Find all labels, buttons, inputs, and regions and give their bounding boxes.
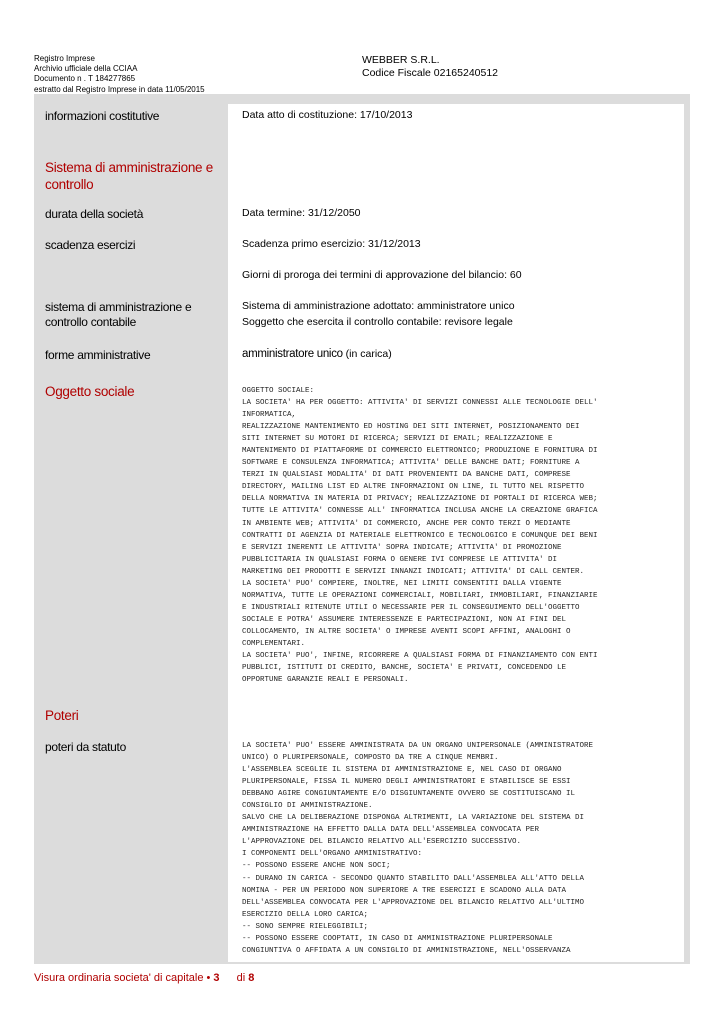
- footer-title: Visura ordinaria societa' di capitale: [34, 972, 204, 984]
- poteri-statuto-text: LA SOCIETA' PUO' ESSERE AMMINISTRATA DA UN ORGANO UNIPERSONALE (AMMINISTRATORE UNICO) O PLURIPERSONALE, COMPOSTO DA TRE A CINQUE MEMBRI. L'ASSEMBLEA SCEGLIE IL SISTEMA DI AMMINISTRAZIONE E, NEL CASO DI ORGANO PLURIPERSONALE, FISSA IL NUMERO DEGLI AMMINISTRATORI E STABILISCE SE ESSI DEBBANO AGIRE CONGIUNTAMENTE E/O DISGIUNTAMENTE OVVERO SE COSTITUISCANO IL CONSIGLIO DI AMMINISTRAZIONE. SALVO CHE LA DELIBERAZIONE DISPONGA ALTRIMENTI, LA VARIAZIONE DEL SISTEMA DI AMMINISTRAZIONE HA EFFETTO DALLA DATA DELL'ASSEMBLEA CONVOCATA PER L'APPROVAZIONE DEL BILANCIO RELATIVO ALL'ESERCIZIO SUCCESSIVO. I COMPONENTI DELL'ORGANO AMMINISTRATIVO: -- POSSONO ESSERE ANCHE NON SOCI; -- DURANO IN CARICA - SECONDO QUANTO STABILITO DALL'ASSEMBLEA ALL'ATTO DELLA NOMINA - PER UN PERIODO NON SUPERIORE A TRE ESERCIZI E SCADONO ALLA DATA DELL'ASSEMBLEA CONVOCATA PER L'APPROVAZIONE DEL BILANCIO RELATIVO ALL'ULTIMO ESERCIZIO DELLA LORO CARICA; -- SONO SEMPRE RIELEGGIBILI; -- POSSONO ESSERE COOPTATI, IN CASO DI AMMINISTRAZIONE PLURIPERSONALE CONGIUNTIVA O AFFIDATA A UN CONSIGLIO DI AMMINISTRAZIONE, NELL'OSSERVANZA: [242, 742, 594, 955]
- sistema-amm-label-line2: controllo contabile: [45, 315, 137, 329]
- scadenza-value-2: Giorni di proroga dei termini di approvazione del bilancio: 60: [242, 269, 522, 281]
- sistema-section-title: Sistema di amministrazione e controllo: [45, 160, 213, 192]
- durata-label: durata della società: [45, 207, 144, 221]
- footer-of: di: [236, 972, 246, 984]
- registry-line: Registro Imprese: [34, 54, 95, 63]
- oggetto-section-title: Oggetto sociale: [45, 384, 135, 399]
- poteri-section-title: Poteri: [45, 708, 79, 723]
- scadenza-label: scadenza esercizi: [45, 238, 136, 252]
- tax-code: Codice Fiscale 02165240512: [362, 66, 499, 79]
- scadenza-value-1: Scadenza primo esercizio: 31/12/2013: [242, 238, 421, 250]
- informazioni-value: Data atto di costituzione: 17/10/2013: [242, 109, 413, 121]
- company-name: WEBBER S.R.L.: [362, 54, 440, 66]
- durata-value: Data termine: 31/12/2050: [242, 207, 361, 219]
- company-header: [362, 54, 498, 79]
- poteri-label: poteri da statuto: [45, 740, 126, 754]
- total-pages: 8: [248, 972, 255, 984]
- sistema-amm-label-line1: sistema di amministrazione e: [45, 300, 192, 314]
- archive-line: Archivio ufficiale della CCIAA: [34, 64, 138, 74]
- current-page: 3: [213, 972, 220, 984]
- footer-bullet: •: [206, 972, 211, 984]
- extract-date-line: estratto dal Registro Imprese in data 11/05/2015: [34, 84, 205, 94]
- forme-label: forme amministrative: [45, 348, 151, 362]
- forme-value-rest: (in carica): [342, 348, 392, 360]
- sistema-amm-label: [45, 300, 191, 330]
- forme-value: [242, 346, 392, 362]
- oggetto-sociale-text: OGGETTO SOCIALE: LA SOCIETA' HA PER OGGETTO: ATTIVITA' DI SERVIZI CONNESSI ALLE TECNOLOGIE DELL' INFORMATICA, REALIZZAZIONE MANTENIMENTO ED HOSTING DEI SITI INTERNET, POSIZIONAMENTO DEI SITI INTERNET SU MOTORI DI RICERCA; SERVIZI DI EMAIL; REALIZZAZIONE E MANTENIMENTO DI PIATTAFORME DI COMMERCIO ELETTRONICO; PRODUZIONE E FORNITURA DI SOFTWARE E CONSULENZA INFORMATICA; ATTIVITA' DELLE BANCHE DATI; FORNITURE A TERZI IN QUALSIASI MODALITA' DI DATI PROVENIENTI DA BANCHE DATI, COMPRESE DIRECTORY, MAILING LIST ED ALTRE INFORMAZIONI ON LINE, IL TUTTO NEL RISPETTO DELLA NORMATIVA IN MATERIA DI PRIVACY; REALIZZAZIONE DI PORTALI DI RICERCA WEB; TUTTE LE ATTIVITA' CONNESSE ALL' INFORMATICA INCLUSA ANCHE LA CREAZIONE GRAFICA IN AMBIENTE WEB; ATTIVITA' DI COMMERCIO, ANCHE PER CONTO TERZI O MEDIANTE CONTRATTI DI AGENZIA DI MATERIALE ELETTRONICO E TECNOLOGICO E COMUNQUE DEI BENI E SERVIZI INERENTI LE ATTIVITA' SOPRA INDICATE; ATTIVITA' DI PROMOZIONE PUBBLICITARIA IN QUALSIASI FORMA O GENERE IVI COMPRESE LE ATTIVITA' DI MARKETING DEI PRODOTTI E SERVIZI INNANZI INDICATI; ATTIVITA' DI CALL CENTER. LA SOCIETA' PUO' COMPIERE, INOLTRE, NEI LIMITI CONSENTITI DALLA VIGENTE NORMATIVA, TUTTE LE OPERAZIONI COMMERCIALI, MOBILIARI, IMMOBILIARI, FINANZIARIE E INDUSTRIALI RITENUTE UTILI O NECESSARIE PER IL CONSEGUIMENTO DELL'OGGETTO SOCIALE E POTRA' ASSUMERE INTERESSENZE E PARTECIPAZIONI, NON AI FINI DEL COLLOCAMENTO, IN ALTRE SOCIETA' O IMPRESE AVENTI SCOPI AFFINI, ANALOGHI O COMPLEMENTARI. LA SOCIETA' PUO', INFINE, RICORRERE A QUALSIASI FORMA DI FINANZIAMENTO CON ENTI PUBBLICI, ISTITUTI DI CREDITO, BANCHE, SOCIETA' E PRIVATI, CONCEDENDO LE OPPORTUNE GARANZIE REALI E PERSONALI.: [242, 387, 598, 685]
- document-info: [34, 54, 205, 95]
- sistema-amm-value-1: Sistema di amministrazione adottato: amministratore unico: [242, 300, 515, 312]
- page-footer: [34, 972, 254, 984]
- document-number-line: Documento n . T 184277865: [34, 74, 136, 84]
- forme-value-bold: amministratore unico: [242, 348, 343, 360]
- sistema-amm-value-2: Soggetto che esercita il controllo contabile: revisore legale: [242, 316, 513, 328]
- informazioni-label: informazioni costitutive: [45, 109, 160, 123]
